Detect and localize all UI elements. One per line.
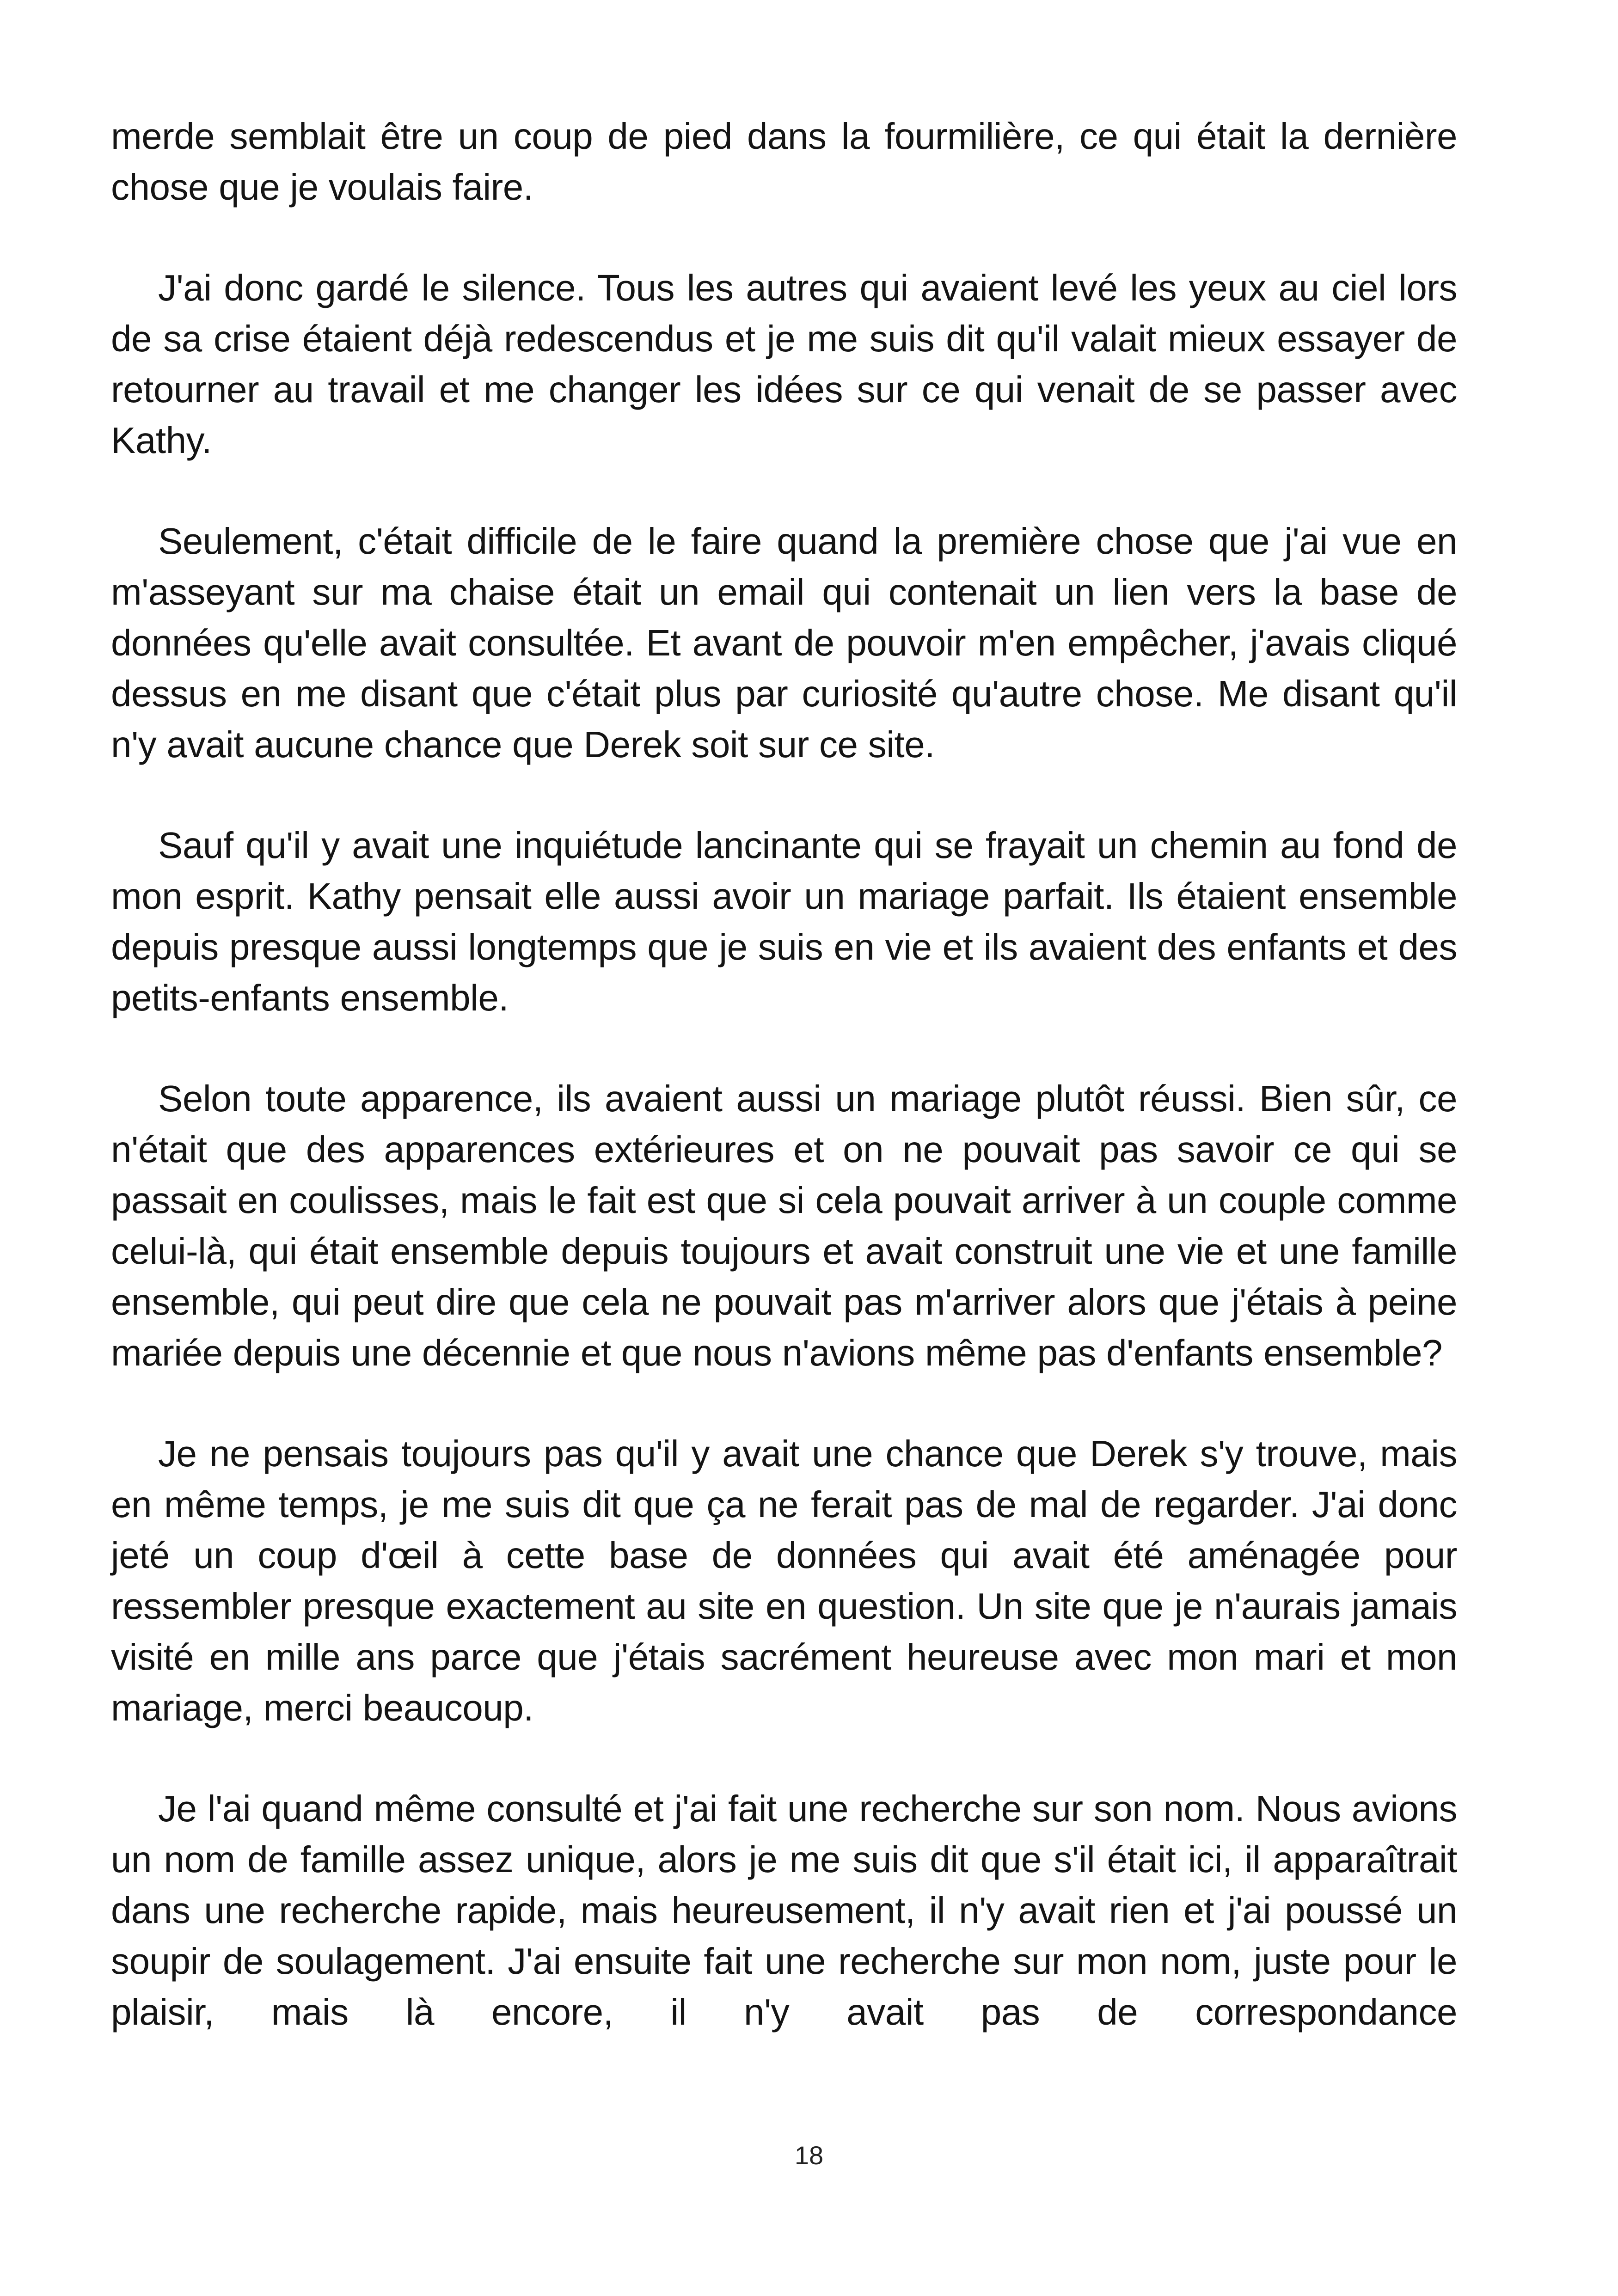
paragraph-search: Je l'ai quand même consulté et j'ai fait une recherche sur son nom. Nous avions un nom de famille assez unique, alors je me suis dit que s'il était ici, il apparaîtrait dans une recherche rapide, mais heureusement, il n'y avait rien et j'ai poussé un soupir de soulagement. J'ai ensuite fait une recherche sur mon nom, juste pour le plaisir, mais là encore, il n'y avait pas de correspondance bbox=[111, 1788, 1457, 2033]
page-number: 18 bbox=[794, 2141, 824, 2170]
paragraph-worry: Sauf qu'il y avait une inquiétude lancinante qui se frayait un chemin au fond de mon esprit. Kathy pensait elle aussi avoir un mariage parfait. Ils étaient ensemble depuis presque aussi longtemps que je suis en vie et ils avaient des enfants et des petits-enfants ensemble. bbox=[111, 825, 1457, 1018]
paragraph-silence: J'ai donc gardé le silence. Tous les autres qui avaient levé les yeux au ciel lors de sa crise étaient déjà redescendus et je me suis dit qu'il valait mieux essayer de retourner au travail et me changer les idées sur ce qui venait de se passer avec Kathy. bbox=[111, 267, 1457, 461]
paragraph-email-link: Seulement, c'était difficile de le faire quand la première chose que j'ai vue en m'asseyant sur ma chaise était un email qui contenait un lien vers la base de données qu'elle avait consultée. Et avant de pouvoir m'en empêcher, j'avais cliqué dessus en me disant que c'était plus par curiosité qu'autre chose. Me disant qu'il n'y avait aucune chance que Derek soit sur ce site. bbox=[111, 520, 1457, 765]
page-body bbox=[111, 111, 1457, 2284]
paragraph-continuation: merde semblait être un coup de pied dans la fourmilière, ce qui était la dernière chose que je voulais faire. bbox=[111, 116, 1457, 208]
paragraph-database: Je ne pensais toujours pas qu'il y avait une chance que Derek s'y trouve, mais en même temps, je me suis dit que ça ne ferait pas de mal de regarder. J'ai donc jeté un coup d'œil à cette base de données qui avait été aménagée pour ressembler presque exactement au site en question. Un site que je n'aurais jamais visité en mille ans parce que j'étais sacrément heureuse avec mon mari et mon mariage, merci beaucoup. bbox=[111, 1433, 1457, 1728]
paragraph-appearances: Selon toute apparence, ils avaient aussi un mariage plutôt réussi. Bien sûr, ce n'était que des apparences extérieures et on ne pouvait pas savoir ce qui se passait en coulisses, mais le fait est que si cela pouvait arriver à un couple comme celui-là, qui était ensemble depuis toujours et avait construit une vie et une famille ensemble, qui peut dire que cela ne pouvait pas m'arriver alors que j'étais à peine mariée depuis une décennie et que nous n'avions même pas d'enfants ensemble? bbox=[111, 1078, 1457, 1373]
